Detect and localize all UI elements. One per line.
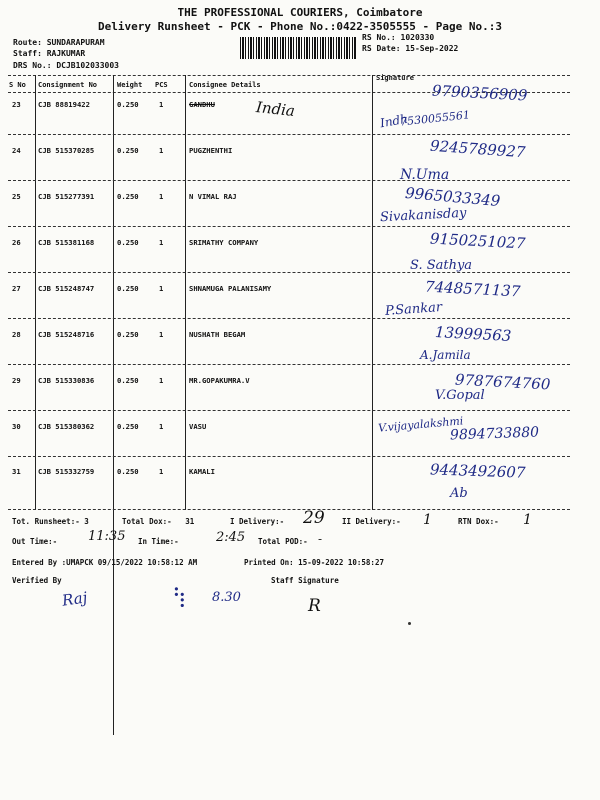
row-separator [8, 318, 570, 319]
row-weight: 0.250 [117, 330, 139, 339]
ink-speck [408, 622, 411, 625]
out-time-label: Out Time:- [12, 537, 58, 546]
row-sno: 30 [12, 422, 21, 431]
handwritten-phone: 9150251027 [429, 229, 526, 253]
row-consignee: SRIMATHY COMPANY [189, 238, 259, 247]
signature-stroke: ⢳ [172, 584, 187, 608]
row-weight: 0.250 [117, 422, 139, 431]
handwritten-signature: A.Jamila [420, 348, 471, 362]
row-pcs: 1 [159, 100, 164, 109]
row-sno: 23 [12, 100, 21, 109]
row-weight: 0.250 [117, 192, 139, 201]
rs-number: RS No.: 1020330 [362, 33, 435, 42]
row-consignment: CJB 515248716 [38, 330, 95, 339]
verifier-signature: Raj [60, 588, 89, 610]
staff-handwritten-signature: R [308, 596, 321, 616]
row-pcs: 1 [159, 330, 164, 339]
row-consignee: VASU [189, 422, 207, 431]
verified-by-label: Verified By [12, 576, 62, 585]
row-sno: 28 [12, 330, 21, 339]
ii-delivery-label: II Delivery:- [342, 517, 401, 526]
handwritten-signature: N.Uma [400, 167, 450, 183]
row-consignment: CJB 515330836 [38, 376, 95, 385]
row-consignment: CJB 515332759 [38, 467, 95, 476]
handwritten-signature: V.vijayalakshmi [377, 414, 464, 435]
total-pod-label: Total POD:- [258, 537, 308, 546]
row-separator [8, 272, 570, 273]
col-divider [35, 75, 36, 510]
handwritten-signature: Sivakanisday [379, 205, 467, 226]
drs-label: DRS No.: DCJB102033003 [13, 61, 119, 70]
handwritten-phone: 9443492607 [429, 460, 526, 482]
row-sno: 29 [12, 376, 21, 385]
row-pcs: 1 [159, 192, 164, 201]
staff-label: Staff: RAJKUMAR [13, 49, 86, 58]
handwritten-signature: Ab [450, 486, 468, 501]
in-time-value: 2:45 [216, 530, 246, 545]
entered-by: Entered By :UMAPCK 09/15/2022 10:58:12 AM [12, 558, 198, 567]
row-pcs: 1 [159, 376, 164, 385]
handwritten-signature: Indh [378, 111, 409, 131]
ii-delivery-value: 1 [423, 512, 432, 528]
table-bottom-rule [8, 509, 570, 510]
row-weight: 0.250 [117, 284, 139, 293]
row-consignee: NUSHATH BEGAM [189, 330, 246, 339]
col-divider [372, 75, 373, 510]
row-pcs: 1 [159, 146, 164, 155]
route-label: Route: SUNDARAPURAM [13, 38, 105, 47]
row-sno: 27 [12, 284, 21, 293]
handwritten-phone: 9790356909 [431, 81, 528, 105]
handwritten-signature: V.Gopal [435, 388, 485, 403]
handwritten-phone: 7530055561 [399, 108, 471, 129]
row-consignment: CJB 515277391 [38, 192, 95, 201]
row-consignee: N VIMAL RAJ [189, 192, 237, 201]
handwritten-note: India [255, 98, 296, 120]
row-consignment: CJB 515248747 [38, 284, 95, 293]
i-delivery-label: I Delivery:- [230, 517, 285, 526]
col-divider [113, 75, 114, 735]
i-delivery-value: 29 [303, 508, 325, 528]
row-separator [8, 410, 570, 411]
row-sno: 26 [12, 238, 21, 247]
handwritten-phone: 9787674760 [454, 370, 551, 394]
handwritten-phone: 13999563 [434, 323, 512, 345]
company-title: THE PROFESSIONAL COURIERS, Coimbatore [177, 6, 423, 19]
row-weight: 0.250 [117, 100, 139, 109]
rs-date: RS Date: 15-Sep-2022 [362, 44, 459, 53]
handwritten-phone: 9245789927 [429, 136, 526, 162]
col-divider [185, 75, 186, 510]
col-header-consignee: Consignee Details [189, 81, 261, 89]
handwritten-signature: P.Sankar [384, 300, 443, 319]
row-pcs: 1 [159, 238, 164, 247]
row-sno: 24 [12, 146, 21, 155]
row-sno: 31 [12, 467, 21, 476]
row-separator [8, 364, 570, 365]
handwritten-time: 8.30 [212, 590, 241, 605]
out-time-value: 11:35 [88, 529, 126, 544]
handwritten-phone: 9965033349 [404, 183, 502, 211]
row-pcs: 1 [159, 284, 164, 293]
handwritten-signature: S. Sathya [410, 258, 473, 273]
handwritten-phone: 7448571137 [424, 277, 521, 301]
col-header-signature: Signature [376, 74, 414, 82]
row-consignee: PUGZHENTHI [189, 146, 233, 155]
rtn-dox-value: 1 [523, 512, 532, 528]
staff-signature-label: Staff Signature [271, 576, 339, 585]
col-header-sno: S No [9, 81, 26, 89]
rtn-dox-label: RTN Dox:- [458, 517, 499, 526]
table-top-rule [8, 75, 570, 76]
printed-on: Printed On: 15-09-2022 10:58:27 [244, 558, 384, 567]
row-consignment: CJB 515370285 [38, 146, 95, 155]
handwritten-phone: 9894733880 [449, 424, 540, 444]
row-sno: 25 [12, 192, 21, 201]
row-consignee: MR.GOPAKUMRA.V [189, 376, 250, 385]
row-separator [8, 180, 570, 181]
col-header-consignment: Consignment No [38, 81, 98, 89]
runsheet-subtitle: Delivery Runsheet - PCK - Phone No.:0422-3505555 - Page No.:3 [98, 20, 502, 33]
total-pod-value: - [318, 532, 323, 546]
barcode-icon [240, 37, 356, 59]
col-header-pcs: PCS [155, 81, 168, 89]
row-separator [8, 456, 570, 457]
row-consignee: SHNAMUGA PALANISAMY [189, 284, 272, 293]
row-weight: 0.250 [117, 146, 139, 155]
row-pcs: 1 [159, 422, 164, 431]
total-runsheet: Tot. Runsheet:- 3 [12, 517, 89, 526]
col-header-weight: Weight [117, 81, 143, 89]
row-consignment: CJB 515380362 [38, 422, 95, 431]
row-consignment: CJB 88819422 [38, 100, 90, 109]
row-pcs: 1 [159, 467, 164, 476]
row-weight: 0.250 [117, 238, 139, 247]
row-weight: 0.250 [117, 467, 139, 476]
total-dox: Total Dox:- 31 [122, 517, 195, 526]
in-time-label: In Time:- [138, 537, 179, 546]
row-consignment: CJB 515381168 [38, 238, 95, 247]
row-separator [8, 226, 570, 227]
row-consignee: GANDHU [189, 100, 215, 109]
row-separator [8, 134, 570, 135]
row-weight: 0.250 [117, 376, 139, 385]
row-consignee: KAMALI [189, 467, 215, 476]
